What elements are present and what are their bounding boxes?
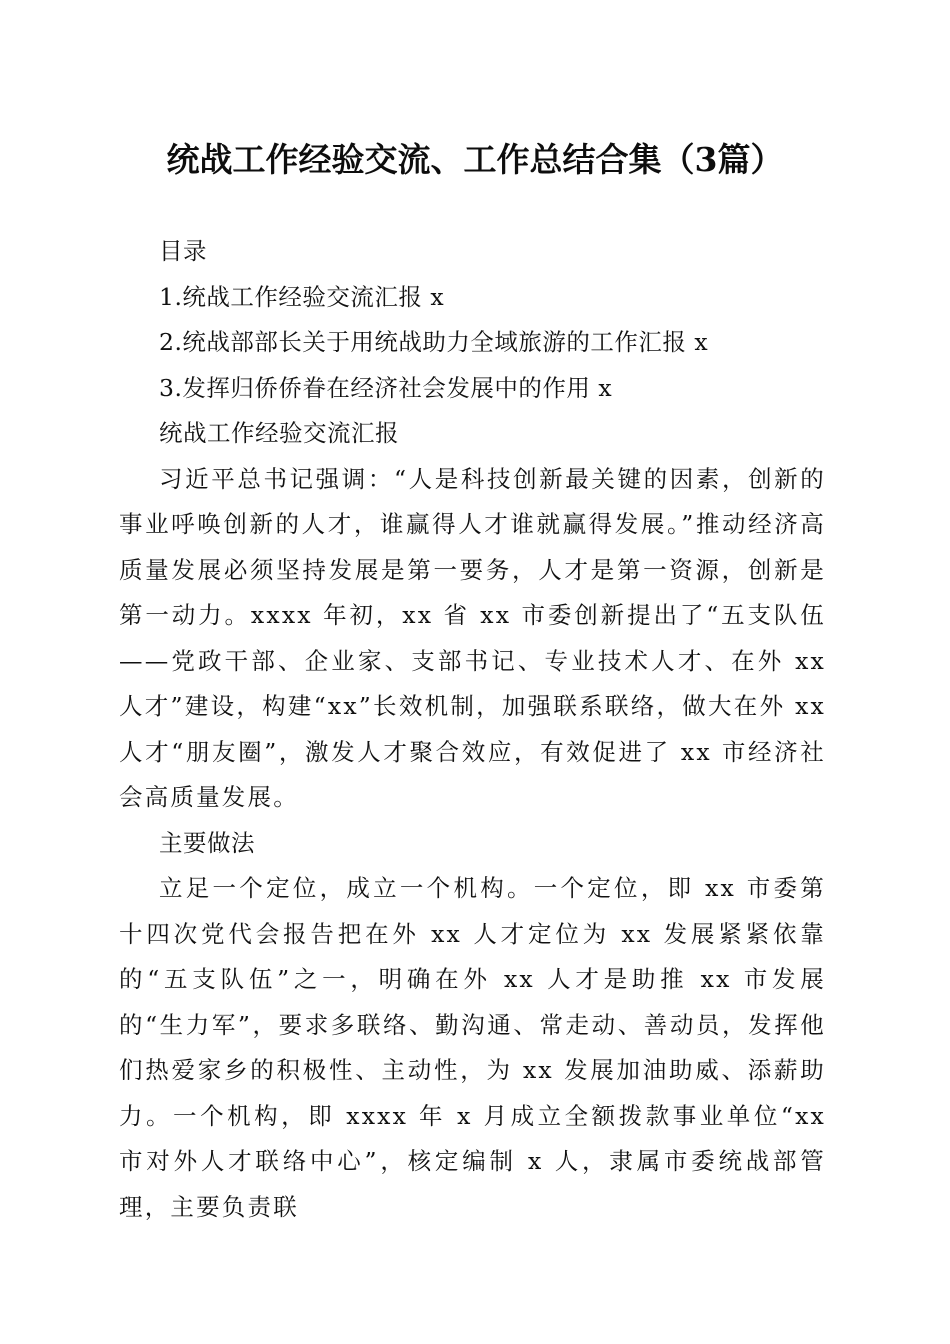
body-paragraph: 立足一个定位，成立一个机构。一个定位，即 xx 市委第十四次党代会报告把在外 xx 人才定位为 xx 发展紧紧依靠的“五支队伍”之一，明确在外 xx 人才是助推 xx 市发展的“生力军”，要求多联络、勤沟通、常走动、善动员，发挥他们热爱家乡的积极性、主动性，为 xx 发展加油助威、添薪助力。一个机构，即 xxxx 年 x 月成立全额拨款事业单位“xx 市对外人才联络中心”，核定编制 x 人，隶属市委统战部管理，主要负责联 [119,874,826,1221]
toc-item: 2.统战部部长关于用统战助力全域旅游的工作汇报 x [159,328,709,356]
toc-item: 3.发挥归侨侨眷在经济社会发展中的作用 x [159,373,613,402]
toc-heading: 目录 [159,237,207,265]
document-body [119,229,826,1230]
document-title: 统战工作经验交流、工作总结合集（3篇） [166,140,784,179]
section-title: 统战工作经验交流汇报 [159,419,399,447]
body-paragraph: 习近平总书记强调：“人是科技创新最关键的因素，创新的事业呼唤创新的人才，谁赢得人才谁就赢得发展。”推动经济高质量发展必须坚持发展是第一要务，人才是第一资源，创新是第一动力。xxxx 年初，xx 省 xx 市委创新提出了“五支队伍——党政干部、企业家、支部书记、专业技术人才、在外 xx 人才”建设，构建“xx”长效机制，加强联系联络，做大在外 xx 人才“朋友圈”，激发人才聚合效应，有效促进了 xx 市经济社会高质量发展。 [119,464,826,811]
subheading: 主要做法 [159,828,255,857]
toc-item: 1.统战工作经验交流汇报 x [159,282,445,311]
